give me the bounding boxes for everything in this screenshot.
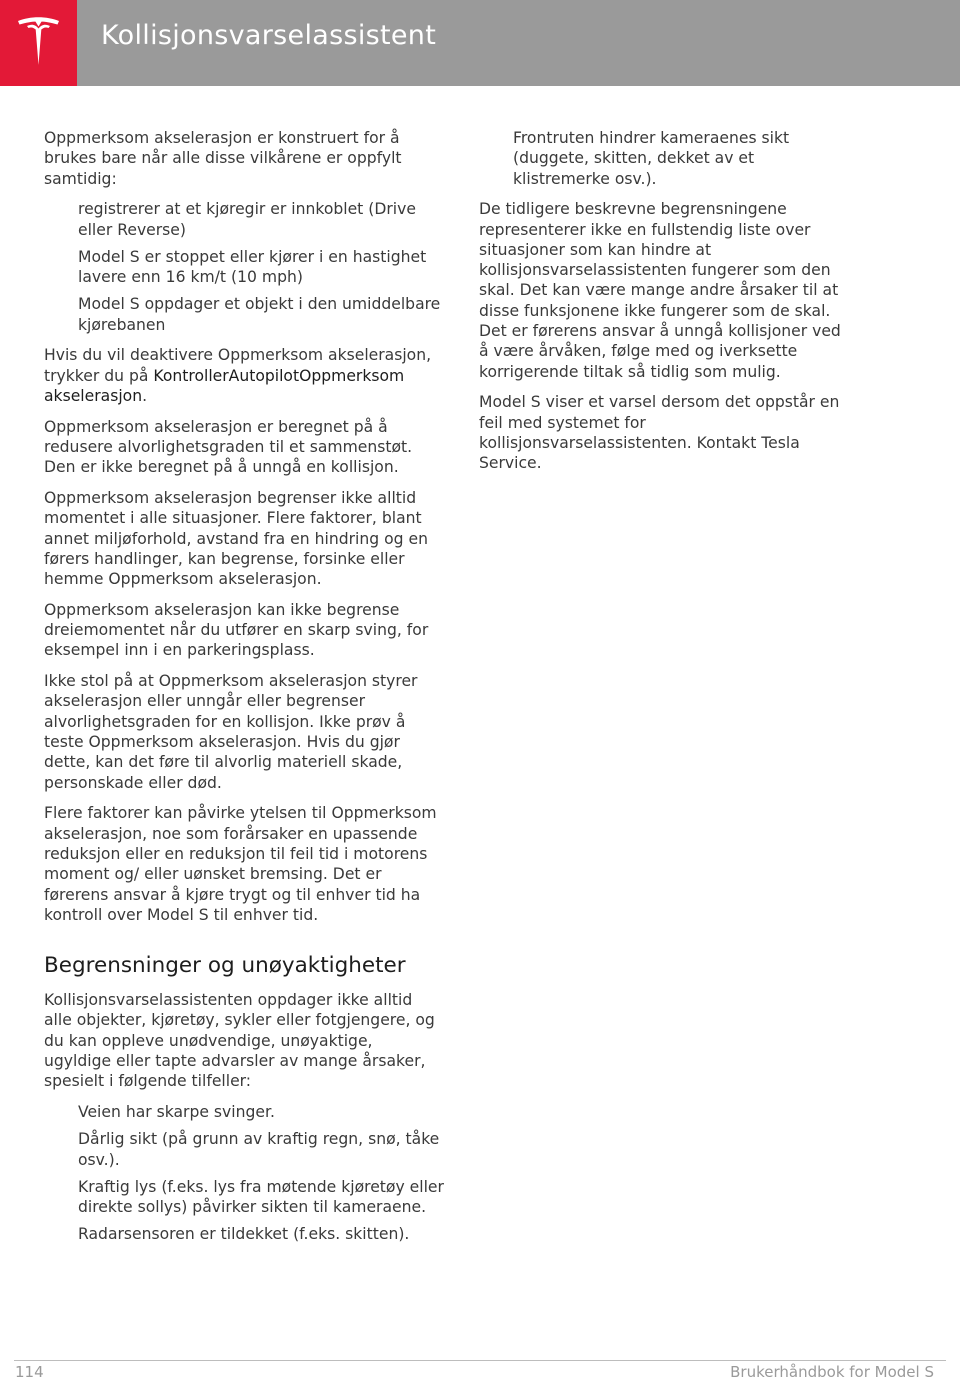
- list-item: Dårlig sikt (på grunn av kraftig regn, snø, tåke osv.).: [78, 1130, 440, 1169]
- list-item: Frontruten hindrer kameraenes sikt (duggete, skitten, dekket av et klistremerke osv.).: [513, 129, 790, 188]
- paragraph: Model S viser et varsel dersom det oppstår en feil med systemet for kollisjonsvarselassistenten. Kontakt Tesla Service.: [479, 393, 840, 473]
- conditions-list: [44, 199, 444, 335]
- manual-title: Brukerhåndbok for Model S: [730, 1363, 934, 1381]
- list-item: Model S oppdager et objekt i den umiddelbare kjørebanen: [78, 295, 441, 334]
- paragraph: De tidligere beskrevne begrensningene representerer ikke en fullstendig liste over situasjoner som kan hindre at kollisjonsvarselassistenten fungerer som den skal. Det kan være mange andre årsaker til at disse funksjonene ikke fungerer som de skal. Det er førerens ansvar å unngå kollisjoner ved å være årvåken, følge med og iverksette korrigerende tiltak så tidlig som mulig.: [479, 200, 841, 381]
- section-heading: Begrensninger og unøyaktigheter: [44, 953, 406, 979]
- limitations-list-continued: [479, 128, 851, 189]
- paragraph: Ikke stol på at Oppmerksom akselerasjon styrer akselerasjon eller unngår eller begrenser alvorlighetsgraden for en kollisjon. Ikke prøv å teste Oppmerksom akselerasjon. Hvis du gjør dette, kan det føre til alvorlig materiell skade, personskade eller død.: [44, 672, 418, 792]
- settings-nav-path: KontrollerAutopilotOppmerksom akselerasjon: [44, 366, 405, 406]
- left-column: [44, 128, 444, 1255]
- paragraph: Oppmerksom akselerasjon begrenser ikke alltid momentet i alle situasjoner. Flere faktorer, blant annet miljøforhold, avstand fra en hindring og en førers handlinger, kan begrense, forsinke eller hemme Oppmerksom akselerasjon.: [44, 489, 428, 589]
- list-item: registrerer at et kjøregir er innkoblet (Drive eller Reverse): [78, 200, 416, 239]
- list-item: Kraftig lys (f.eks. lys fra møtende kjøretøy eller direkte sollys) påvirker sikten til kameraene.: [78, 1177, 444, 1217]
- page-number: 114: [15, 1363, 44, 1381]
- right-column: [479, 128, 851, 484]
- page-header: [0, 0, 960, 86]
- logo-block: [0, 0, 77, 86]
- paragraph-deactivate: [44, 345, 444, 406]
- paragraph: Oppmerksom akselerasjon er konstruert for å brukes bare når alle disse vilkårene er oppfylt samtidig:: [44, 129, 402, 188]
- list-item: Radarsensoren er tildekket (f.eks. skitten).: [78, 1225, 410, 1244]
- paragraph: Kollisjonsvarselassistenten oppdager ikke alltid alle objekter, kjøretøy, sykler eller fotgjengere, og du kan oppleve unødvendige, unøyaktige, ugyldige eller tapte advarsler av mange årsaker, spesielt i følgende tilfeller:: [44, 991, 435, 1091]
- page-title: Kollisjonsvarselassistent: [101, 20, 437, 51]
- footer-divider: [14, 1360, 946, 1361]
- list-item: Veien har skarpe svinger.: [78, 1103, 275, 1121]
- paragraph: Oppmerksom akselerasjon kan ikke begrense dreiemomentet når du utfører en skarp sving, for eksempel inn i en parkeringsplass.: [44, 600, 429, 660]
- paragraph: Oppmerksom akselerasjon er beregnet på å redusere alvorlighetsgraden til et sammenstøt. Den er ikke beregnet på å unngå en kollisjon.: [44, 417, 413, 477]
- tesla-logo-icon: [16, 17, 61, 69]
- paragraph: Flere faktorer kan påvirke ytelsen til Oppmerksom akselerasjon, noe som forårsaker en upassende reduksjon eller en reduksjon til feil tid i motorens moment og/ eller uønsket bremsing. Det er førerens ansvar å kjøre trygt og til enhver tid ha kontroll over Model S til enhver tid.: [44, 804, 437, 924]
- paragraph-text: Hvis du vil deaktivere Oppmerksom akselerasjon, trykker du på: [44, 346, 432, 385]
- paragraph-end: .: [142, 387, 148, 406]
- limitations-list: [44, 1102, 444, 1245]
- list-item: Model S er stoppet eller kjører i en hastighet lavere enn 16 km/t (10 mph): [78, 247, 427, 287]
